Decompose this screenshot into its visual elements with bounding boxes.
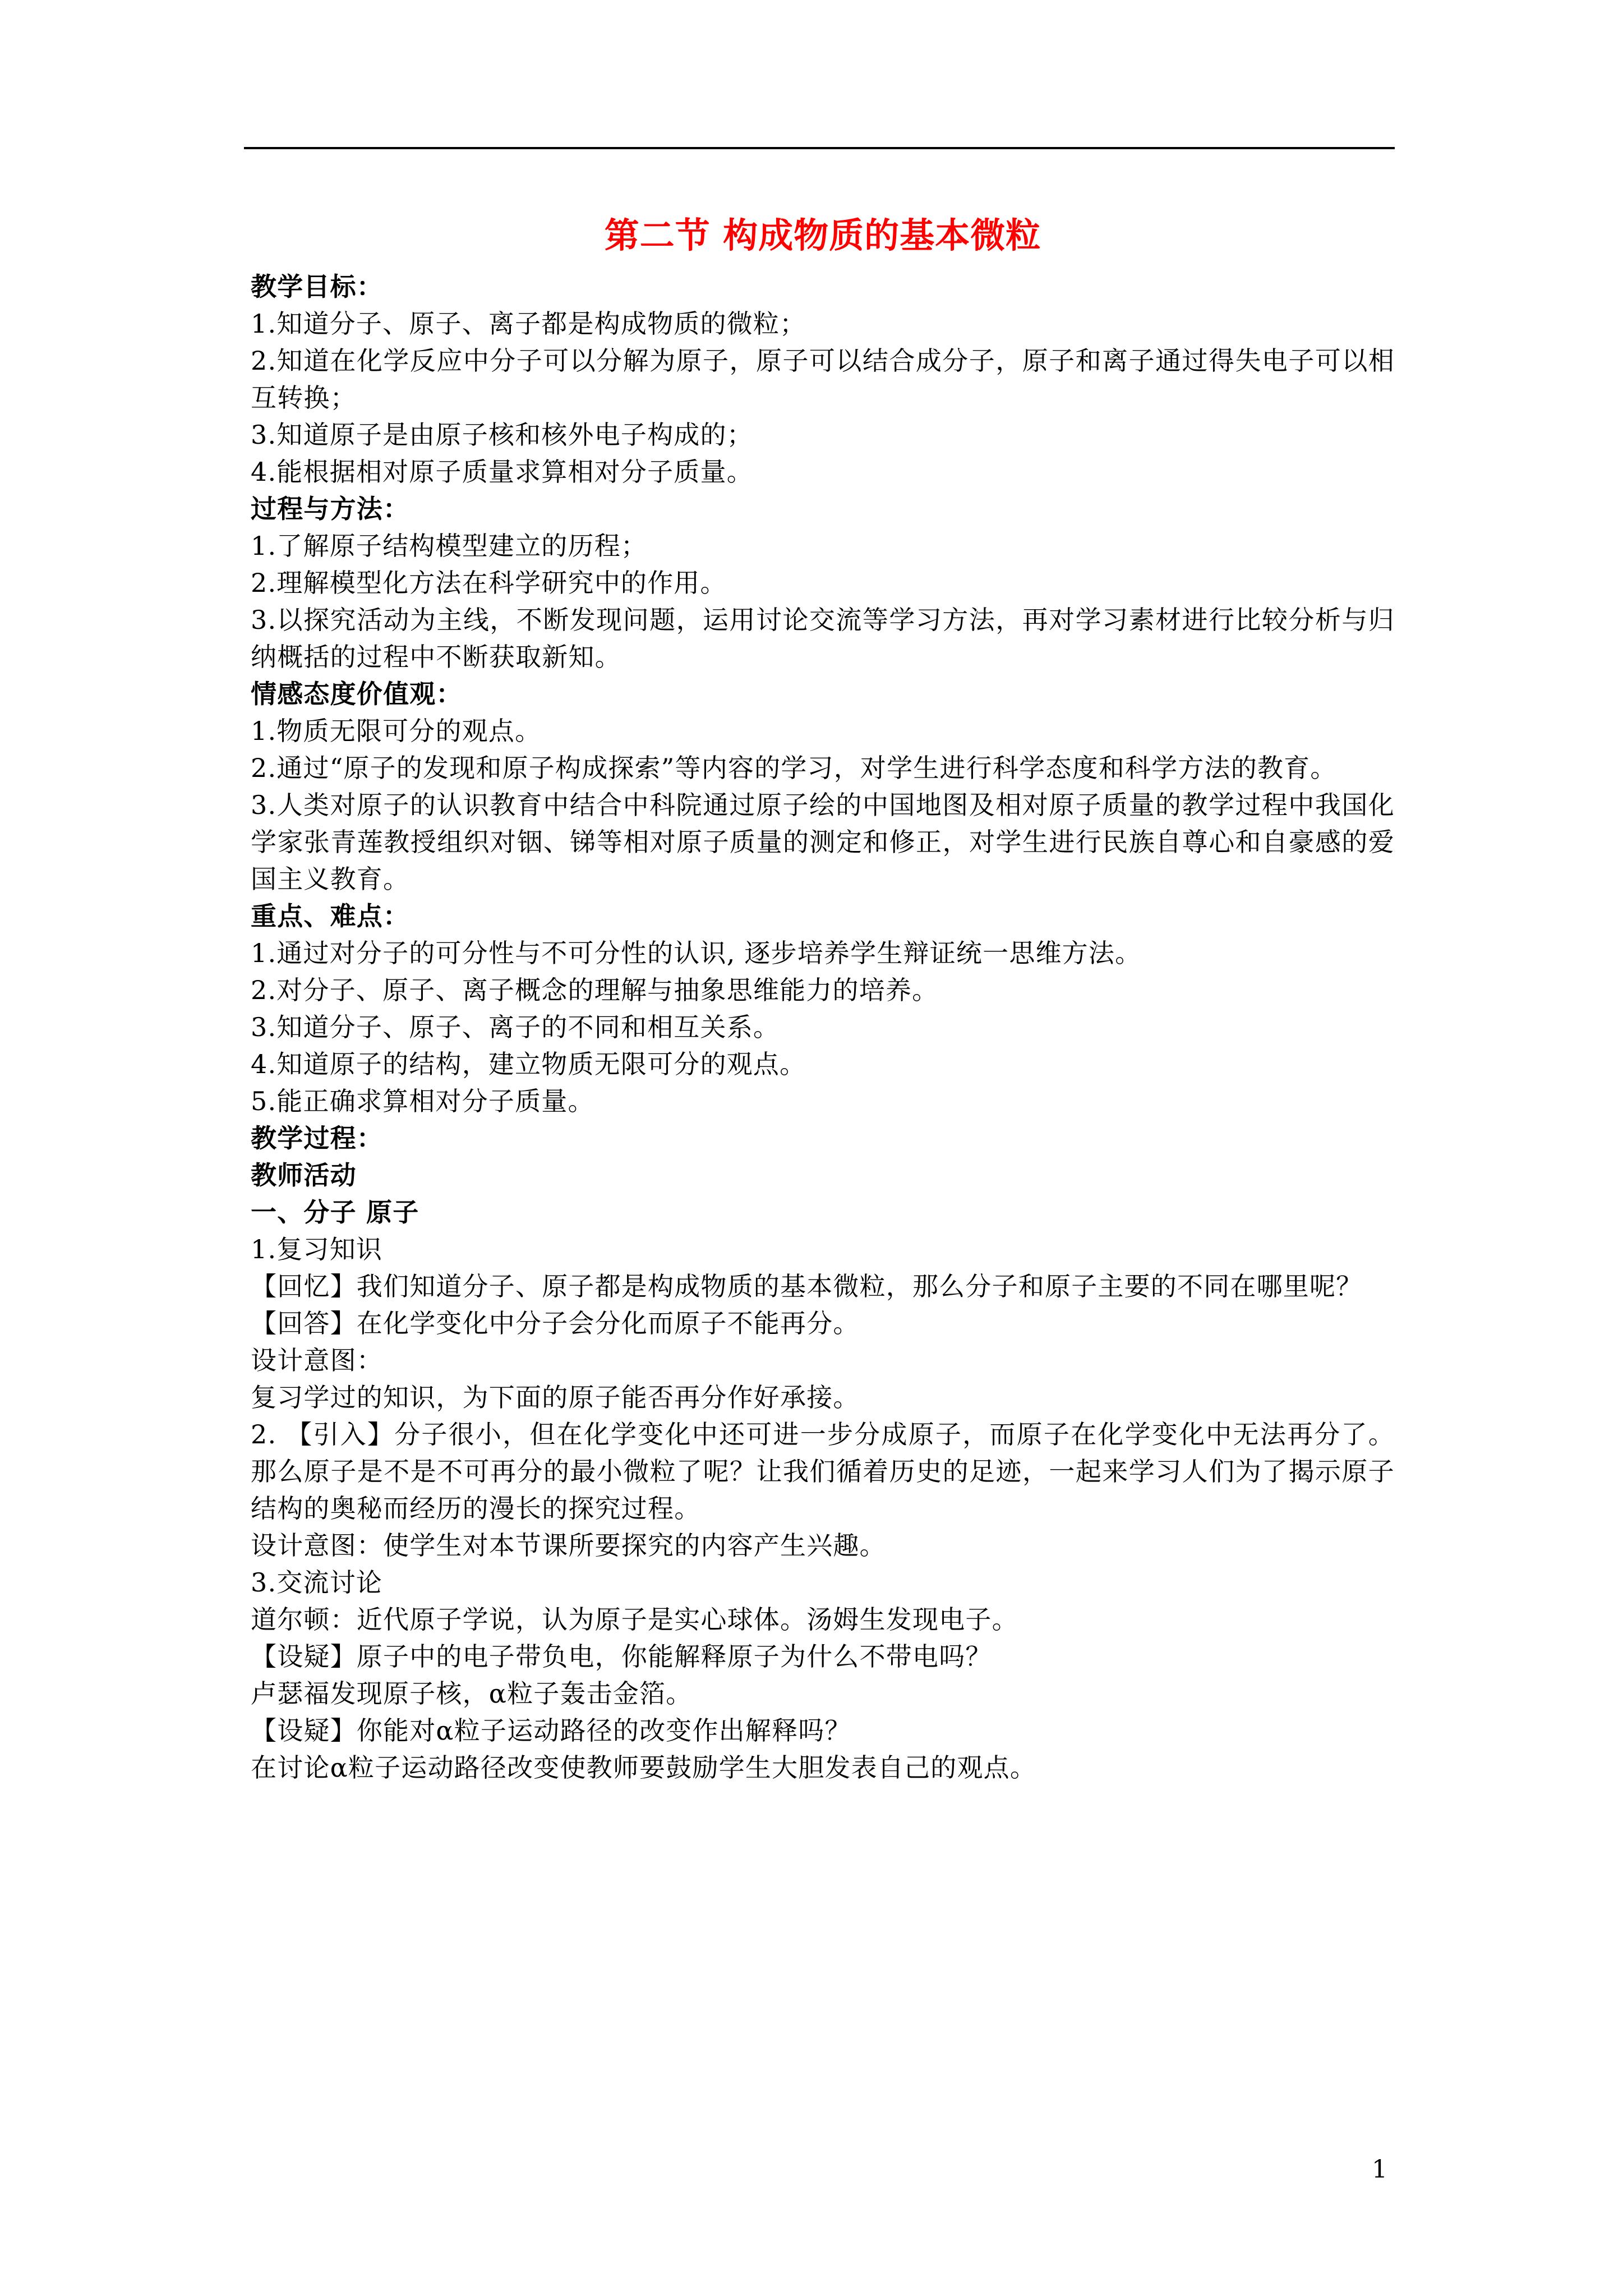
section-heading: 过程与方法： xyxy=(251,494,410,524)
paragraph: 1.通过对分子的可分性与不可分性的认识, 逐步培养学生辩证统一思维方法。 xyxy=(251,938,1142,968)
paragraph: 3.人类对原子的认识教育中结合中科院通过原子绘的中国地图及相对原子质量的教学过程中我国化学家张青莲教授组织对铟、锑等相对原子质量的测定和修正，对学生进行民族自尊心和自豪感的爱国主义教育。 xyxy=(251,790,1395,894)
paragraph: 1.物质无限可分的观点。 xyxy=(251,716,542,746)
header-rule xyxy=(244,147,1395,149)
page-number: 1 xyxy=(1372,2155,1387,2184)
paragraph: 2.理解模型化方法在科学研究中的作用。 xyxy=(251,568,727,598)
section-heading: 教学目标： xyxy=(251,272,383,302)
paragraph: 1.知道分子、原子、离子都是构成物质的微粒； xyxy=(251,309,806,339)
paragraph: 设计意图：使学生对本节课所要探究的内容产生兴趣。 xyxy=(251,1530,886,1561)
paragraph: 【设疑】原子中的电子带负电，你能解释原子为什么不带电吗？ xyxy=(251,1641,992,1672)
paragraph: 【回忆】我们知道分子、原子都是构成物质的基本微粒，那么分子和原子主要的不同在哪里呢？ xyxy=(251,1271,1363,1301)
paragraph: 【设疑】你能对α粒子运动路径的改变作出解释吗？ xyxy=(251,1715,851,1746)
paragraph: 2.通过“原子的发现和原子构成探索”等内容的学习，对学生进行科学态度和科学方法的教育。 xyxy=(251,753,1337,783)
paragraph: 【回答】在化学变化中分子会分化而原子不能再分。 xyxy=(251,1308,860,1338)
paragraph: 2. 【引入】分子很小，但在化学变化中还可进一步分成原子，而原子在化学变化中无法再分了。那么原子是不是不可再分的最小微粒了呢？让我们循着历史的足迹，一起来学习人们为了揭示原子结构的奥秘而经历的漫长的探究过程。 xyxy=(251,1419,1395,1524)
paragraph: 3.以探究活动为主线，不断发现问题，运用讨论交流等学习方法，再对学习素材进行比较分析与归纳概括的过程中不断获取新知。 xyxy=(251,605,1395,672)
section-heading: 教师活动 xyxy=(251,1160,357,1190)
paragraph: 3.交流讨论 xyxy=(251,1567,383,1598)
paragraph: 4.知道原子的结构，建立物质无限可分的观点。 xyxy=(251,1049,806,1079)
paragraph: 复习学过的知识，为下面的原子能否再分作好承接。 xyxy=(251,1382,860,1412)
paragraph: 道尔顿：近代原子学说，认为原子是实心球体。汤姆生发现电子。 xyxy=(251,1604,1018,1635)
document-body xyxy=(251,268,1395,1786)
paragraph: 2.知道在化学反应中分子可以分解为原子，原子可以结合成分子，原子和离子通过得失电子可以相互转换； xyxy=(251,346,1395,413)
section-heading: 一、分子 原子 xyxy=(251,1197,419,1227)
paragraph: 在讨论α粒子运动路径改变使教师要鼓励学生大胆发表自己的观点。 xyxy=(251,1752,1037,1783)
paragraph: 卢瑟福发现原子核，α粒子轰击金箔。 xyxy=(251,1678,693,1709)
section-heading: 教学过程： xyxy=(251,1123,383,1153)
paragraph: 设计意图： xyxy=(251,1345,383,1375)
document-title: 第二节 构成物质的基本微粒 xyxy=(604,215,1041,256)
section-heading: 情感态度价值观： xyxy=(251,679,463,709)
paragraph: 5.能正确求算相对分子质量。 xyxy=(251,1086,594,1116)
paragraph: 1.了解原子结构模型建立的历程； xyxy=(251,531,648,561)
paragraph: 2.对分子、原子、离子概念的理解与抽象思维能力的培养。 xyxy=(251,975,939,1005)
section-heading: 重点、难点： xyxy=(251,901,410,931)
paragraph: 4.能根据相对原子质量求算相对分子质量。 xyxy=(251,457,753,487)
paragraph: 3.知道原子是由原子核和核外电子构成的； xyxy=(251,420,753,450)
paragraph: 3.知道分子、原子、离子的不同和相互关系。 xyxy=(251,1012,780,1042)
document xyxy=(251,208,1395,1786)
paragraph: 1.复习知识 xyxy=(251,1234,383,1264)
